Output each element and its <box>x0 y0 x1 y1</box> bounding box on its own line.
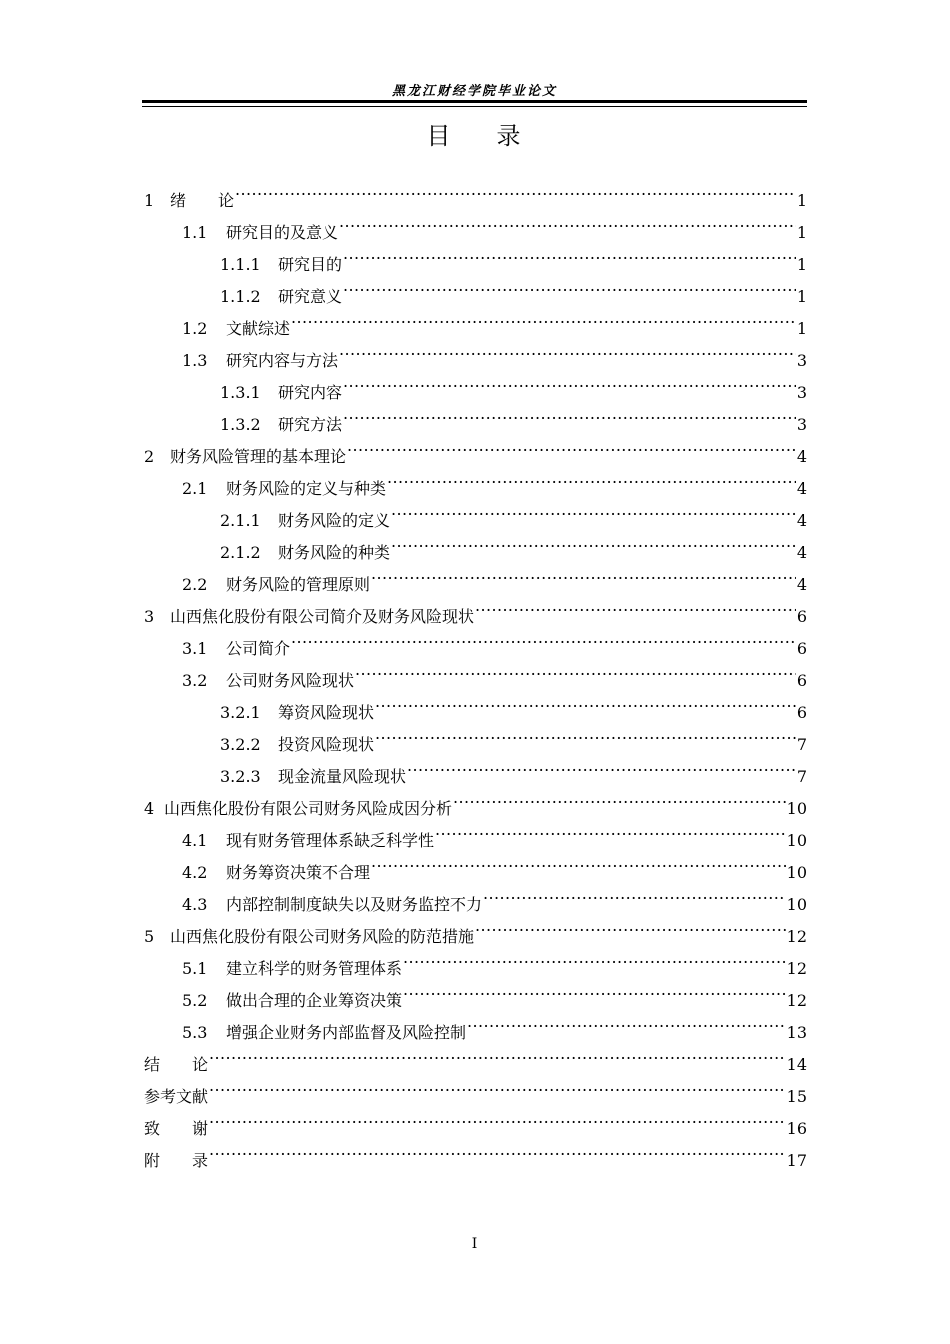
toc-entry-page: 3 <box>796 351 807 370</box>
toc-entry-title: 研究目的及意义 <box>226 223 339 242</box>
toc-leader-dots <box>371 558 796 590</box>
toc-leader-dots <box>387 462 796 494</box>
toc-entry[interactable] <box>142 1038 807 1074</box>
toc-entry[interactable] <box>142 1134 807 1170</box>
toc-entry-title: 文献综述 <box>226 319 291 338</box>
toc-entry-page: 12 <box>786 991 807 1010</box>
toc-leader-dots <box>371 846 786 878</box>
toc-entry-page: 6 <box>796 607 807 626</box>
toc-entry-page: 4 <box>796 479 807 498</box>
toc-leader-dots <box>391 494 796 526</box>
toc-entry-number: 4.1 <box>182 831 208 850</box>
toc-entry-number: 1.1.2 <box>220 287 261 306</box>
toc-entry-title: 研究内容与方法 <box>226 351 339 370</box>
toc-entry-page: 13 <box>786 1023 807 1042</box>
toc-leader-dots <box>339 206 796 238</box>
toc-entry-page: 4 <box>796 511 807 530</box>
toc-entry-page: 7 <box>796 735 807 754</box>
table-of-contents <box>142 174 807 1170</box>
toc-leader-dots <box>343 238 796 270</box>
header-rule <box>142 100 807 107</box>
toc-entry-number: 4.3 <box>182 895 208 914</box>
toc-entry-title: 结 论 <box>144 1055 209 1074</box>
toc-entry-number: 1.3.1 <box>220 383 261 402</box>
toc-entry-title: 增强企业财务内部监督及风险控制 <box>226 1023 467 1042</box>
toc-entry-number: 3.1 <box>182 639 208 658</box>
toc-entry-number: 3.2.3 <box>220 767 261 786</box>
toc-entry-title: 参考文献 <box>144 1087 209 1106</box>
toc-leader-dots <box>403 942 786 974</box>
toc-entry-page: 10 <box>786 799 807 818</box>
toc-entry-title: 筹资风险现状 <box>278 703 375 722</box>
toc-entry-title: 研究意义 <box>278 287 343 306</box>
toc-entry-page: 4 <box>796 543 807 562</box>
toc-entry-page: 6 <box>796 639 807 658</box>
toc-leader-dots <box>475 910 786 942</box>
toc-entry-page: 10 <box>786 895 807 914</box>
toc-leader-dots <box>435 814 786 846</box>
toc-entry-title: 研究方法 <box>278 415 343 434</box>
toc-entry-page: 14 <box>786 1055 807 1074</box>
toc-entry-page: 4 <box>796 447 807 466</box>
toc-leader-dots <box>235 174 796 206</box>
toc-leader-dots <box>347 430 796 462</box>
toc-leader-dots <box>209 1134 786 1166</box>
toc-leader-dots <box>291 622 796 654</box>
page-number: I <box>471 1236 478 1252</box>
toc-entry-page: 12 <box>786 927 807 946</box>
toc-entry-number: 3.2.1 <box>220 703 261 722</box>
toc-entry-number: 5.3 <box>182 1023 208 1042</box>
toc-entry-page: 16 <box>786 1119 807 1138</box>
toc-entry-page: 10 <box>786 831 807 850</box>
toc-entry-number: 1.1 <box>182 223 208 242</box>
toc-leader-dots <box>483 878 786 910</box>
toc-entry-page: 6 <box>796 703 807 722</box>
toc-entry-title: 现金流量风险现状 <box>278 767 407 786</box>
toc-entry-number: 1.1.1 <box>220 255 261 274</box>
toc-entry-title: 建立科学的财务管理体系 <box>226 959 403 978</box>
toc-entry-title: 财务筹资决策不合理 <box>226 863 371 882</box>
toc-entry-title: 现有财务管理体系缺乏科学性 <box>226 831 435 850</box>
toc-entry-page: 12 <box>786 959 807 978</box>
toc-leader-dots <box>209 1038 786 1070</box>
toc-entry-title: 公司简介 <box>226 639 291 658</box>
toc-leader-dots <box>343 270 796 302</box>
toc-entry-title: 山西焦化股份有限公司简介及财务风险现状 <box>170 607 475 626</box>
toc-entry-number: 2.1 <box>182 479 208 498</box>
toc-entry-title: 财务风险的定义 <box>278 511 391 530</box>
toc-entry-number: 2.2 <box>182 575 208 594</box>
toc-entry[interactable] <box>142 174 807 210</box>
toc-entry-number: 1.2 <box>182 319 208 338</box>
toc-entry-title: 研究目的 <box>278 255 343 274</box>
toc-entry-page: 3 <box>796 415 807 434</box>
toc-entry-title: 山西焦化股份有限公司财务风险的防范措施 <box>170 927 475 946</box>
toc-leader-dots <box>291 302 796 334</box>
page-header: 黑龙江财经学院毕业论文 <box>391 84 557 99</box>
toc-entry-title: 做出合理的企业筹资决策 <box>226 991 403 1010</box>
toc-entry-title: 致 谢 <box>144 1119 209 1138</box>
toc-entry-number: 5.1 <box>182 959 208 978</box>
toc-leader-dots <box>209 1070 786 1102</box>
toc-entry-title: 山西焦化股份有限公司财务风险成因分析 <box>164 799 453 818</box>
toc-entry-number: 5.2 <box>182 991 208 1010</box>
toc-entry-number: 1.3 <box>182 351 208 370</box>
toc-entry-page: 4 <box>796 575 807 594</box>
toc-leader-dots <box>453 782 786 814</box>
toc-leader-dots <box>343 366 796 398</box>
toc-leader-dots <box>343 398 796 430</box>
toc-entry-page: 1 <box>796 223 807 242</box>
toc-entry-page: 17 <box>786 1151 807 1170</box>
toc-entry-page: 1 <box>796 255 807 274</box>
toc-leader-dots <box>375 718 796 750</box>
toc-entry-number: 3.2.2 <box>220 735 261 754</box>
toc-leader-dots <box>407 750 796 782</box>
toc-entry-page: 1 <box>796 287 807 306</box>
toc-title <box>142 116 807 151</box>
toc-leader-dots <box>339 334 796 366</box>
toc-leader-dots <box>467 1006 786 1038</box>
toc-entry-title: 投资风险现状 <box>278 735 375 754</box>
toc-entry-title: 财务风险的管理原则 <box>226 575 371 594</box>
toc-entry-number: 2.1.1 <box>220 511 261 530</box>
toc-entry-page: 3 <box>796 383 807 402</box>
toc-entry-page: 6 <box>796 671 807 690</box>
toc-leader-dots <box>403 974 786 1006</box>
toc-title-char-2: 录 <box>496 122 523 150</box>
toc-title-char-1: 目 <box>426 122 453 150</box>
toc-entry-page: 10 <box>786 863 807 882</box>
toc-entry-title: 财务风险的种类 <box>278 543 391 562</box>
toc-entry-title: 财务风险管理的基本理论 <box>170 447 347 466</box>
toc-entry-number: 3 <box>144 607 155 626</box>
toc-entry-title: 公司财务风险现状 <box>226 671 355 690</box>
toc-entry-number: 2.1.2 <box>220 543 261 562</box>
toc-entry-title: 研究内容 <box>278 383 343 402</box>
toc-entry-number: 4 <box>144 799 155 818</box>
toc-entry[interactable] <box>142 206 807 242</box>
toc-leader-dots <box>209 1102 786 1134</box>
toc-leader-dots <box>355 654 796 686</box>
toc-leader-dots <box>375 686 796 718</box>
toc-entry-number: 4.2 <box>182 863 208 882</box>
toc-entry[interactable] <box>142 1070 807 1106</box>
toc-entry-page: 7 <box>796 767 807 786</box>
toc-entry-title: 内部控制制度缺失以及财务监控不力 <box>226 895 483 914</box>
toc-entry-title: 附 录 <box>144 1151 209 1170</box>
toc-entry[interactable] <box>142 1102 807 1138</box>
toc-leader-dots <box>391 526 796 558</box>
toc-entry-page: 1 <box>796 191 807 210</box>
toc-entry-number: 3.2 <box>182 671 208 690</box>
toc-entry-number: 1.3.2 <box>220 415 261 434</box>
toc-entry-title: 财务风险的定义与种类 <box>226 479 387 498</box>
toc-entry-page: 1 <box>796 319 807 338</box>
toc-entry-number: 5 <box>144 927 155 946</box>
toc-entry-number: 1 <box>144 191 155 210</box>
toc-entry-title: 绪 论 <box>170 191 235 210</box>
toc-entry-number: 2 <box>144 447 155 466</box>
toc-entry-page: 15 <box>786 1087 807 1106</box>
toc-leader-dots <box>475 590 796 622</box>
